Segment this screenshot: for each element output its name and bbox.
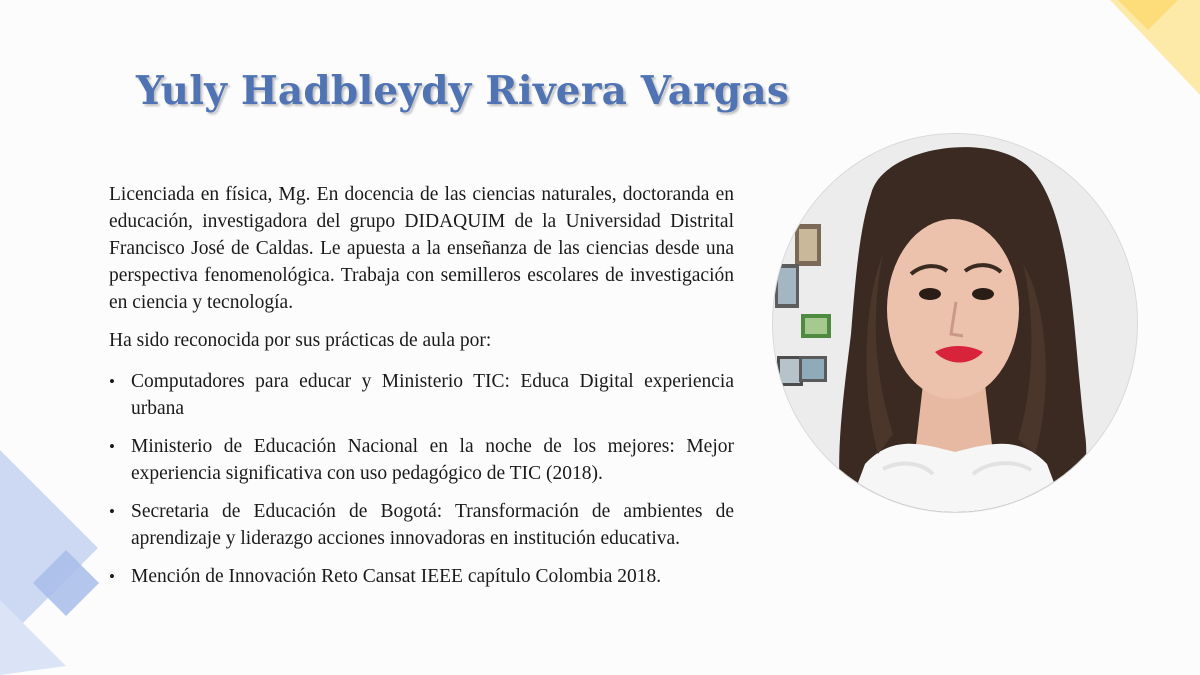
bottom-left-decoration (0, 450, 110, 675)
list-item-text: Ministerio de Educación Nacional en la noche de los mejores: Mejor experiencia significativa con uso pedagógico de TIC (2018). (131, 436, 734, 484)
recognition-intro: Ha sido reconocida por sus prácticas de aula por: (109, 330, 492, 351)
list-item (109, 368, 734, 422)
list-item-text: Mención de Innovación Reto Cansat IEEE capítulo Colombia 2018. (131, 566, 662, 587)
portrait-photo (773, 134, 1137, 512)
list-item-text: Computadores para educar y Ministerio TIC: Educa Digital experiencia urbana (131, 371, 734, 419)
top-right-decoration (1090, 0, 1200, 110)
bio-paragraph: Licenciada en física, Mg. En docencia de las ciencias naturales, doctoranda en educación, investigadora del grupo DIDAQUIM de la Universidad Distrital Francisco José de Caldas. Le apuesta a la enseñanza de las ciencias desde una perspectiva fenomenológica. Trabaja con semilleros escolares de investigación en ciencia y tecnología. (109, 184, 734, 313)
bullet-icon: • (109, 372, 115, 391)
portrait-illustration (773, 134, 1137, 512)
list-item-text: Secretaria de Educación de Bogotá: Transformación de ambientes de aprendizaje y liderazgo acciones innovadoras en institución educativa. (131, 501, 734, 549)
bullet-icon: • (109, 437, 115, 456)
bullet-icon: • (109, 567, 115, 586)
list-item (109, 433, 734, 487)
page-title: Yuly Hadbleydy Rivera Vargas (136, 68, 790, 114)
recognition-list (109, 368, 734, 590)
content-body (109, 181, 734, 601)
bullet-icon: • (109, 502, 115, 521)
list-item (109, 563, 734, 590)
list-item (109, 498, 734, 552)
